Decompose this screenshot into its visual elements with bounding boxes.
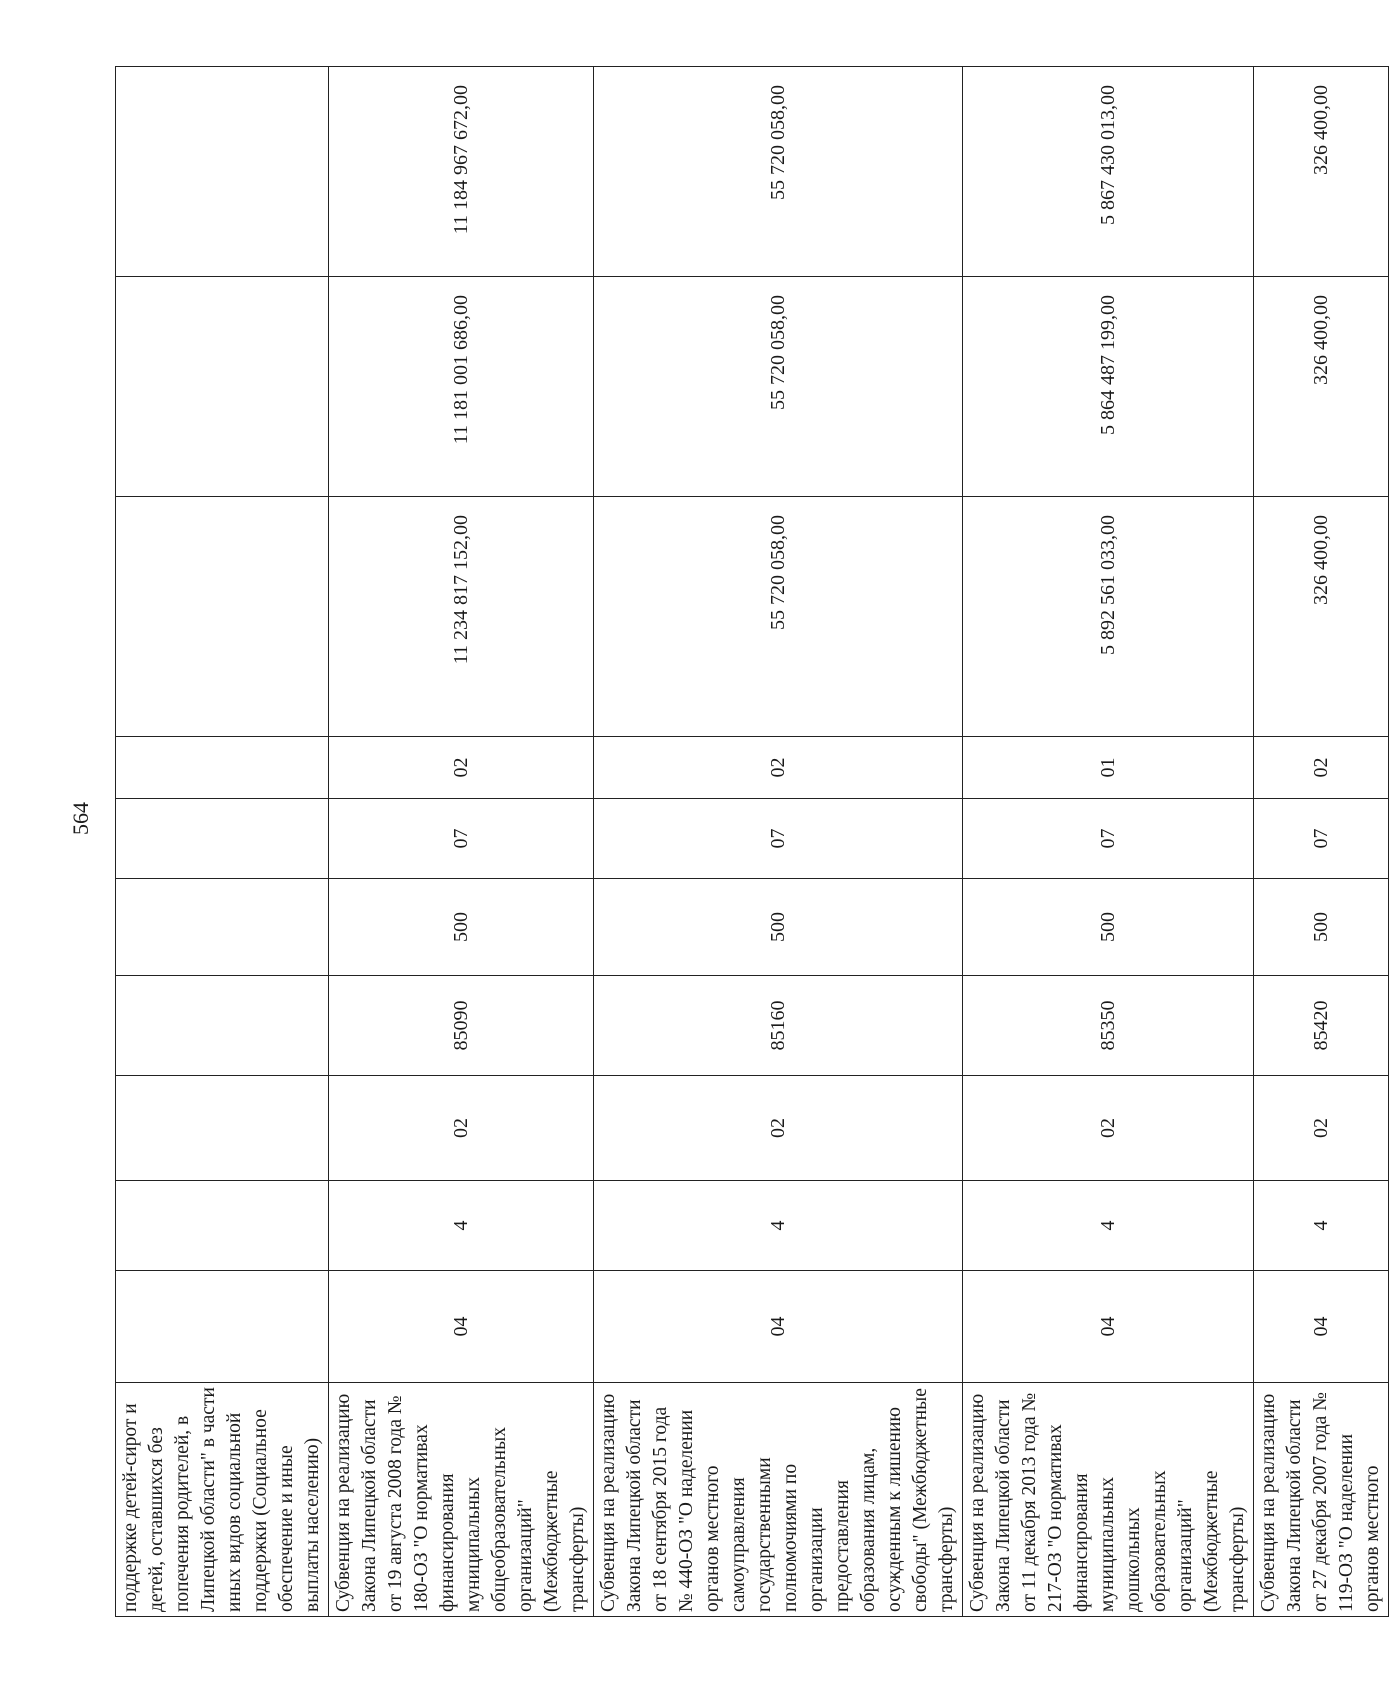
cell-amount-2: 326 400,00 <box>1254 277 1389 497</box>
cell-code-6: 07 <box>1254 799 1389 879</box>
cell-amount-2 <box>116 277 329 497</box>
cell-code-1: 04 <box>963 1271 1254 1383</box>
cell-code-1: 04 <box>329 1271 594 1383</box>
cell-amount-3: 326 400,00 <box>1254 67 1389 277</box>
cell-code-6: 07 <box>594 799 963 879</box>
cell-amount-1: 5 892 561 033,00 <box>963 497 1254 737</box>
cell-code-4: 85420 <box>1254 976 1389 1076</box>
row-description: Субвенция на реализацию Закона Липецкой области от 18 сентября 2015 года № 440-ОЗ "О наделении органов местного самоуправления государственными полномочиями по организации предоставления образования лицам, осужденным к лишению свободы" (Межбюджетные трансферты) <box>594 1383 963 1617</box>
cell-code-1: 04 <box>594 1271 963 1383</box>
cell-amount-1 <box>116 497 329 737</box>
table-row <box>1254 67 1389 1617</box>
cell-amount-3 <box>116 67 329 277</box>
cell-code-1: 04 <box>1254 1271 1389 1383</box>
cell-code-6: 07 <box>329 799 594 879</box>
cell-code-3: 02 <box>1254 1076 1389 1181</box>
row-description: поддержке детей-сирот и детей, оставшихся без попечения родителей, в Липецкой области" в части иных видов социальной поддержки (Социальное обеспечение и иные выплаты населению) <box>116 1383 329 1617</box>
cell-code-4: 85350 <box>963 976 1254 1076</box>
cell-code-3: 02 <box>963 1076 1254 1181</box>
cell-code-2: 4 <box>963 1181 1254 1271</box>
cell-amount-3: 55 720 058,00 <box>594 67 963 277</box>
cell-code-5 <box>116 879 329 976</box>
cell-code-1 <box>116 1271 329 1383</box>
cell-code-5: 500 <box>1254 879 1389 976</box>
cell-code-6 <box>116 799 329 879</box>
table-row <box>594 67 963 1617</box>
cell-code-5: 500 <box>329 879 594 976</box>
cell-code-7: 01 <box>963 737 1254 799</box>
cell-code-4: 85090 <box>329 976 594 1076</box>
budget-table <box>115 66 1389 1617</box>
cell-amount-3: 5 867 430 013,00 <box>963 67 1254 277</box>
cell-code-3: 02 <box>594 1076 963 1181</box>
row-description: Субвенция на реализацию Закона Липецкой области от 11 декабря 2013 года № 217-ОЗ "О нормативах финансирования муниципальных дошкольных образовательных организаций" (Межбюджетные трансферты) <box>963 1383 1254 1617</box>
cell-code-7: 02 <box>594 737 963 799</box>
cell-amount-1: 326 400,00 <box>1254 497 1389 737</box>
cell-amount-3: 11 184 967 672,00 <box>329 67 594 277</box>
row-description: Субвенция на реализацию Закона Липецкой области от 19 августа 2008 года № 180-ОЗ "О нормативах финансирования муниципальных общеобразовательных организаций" (Межбюджетные трансферты) <box>329 1383 594 1617</box>
cell-code-2: 4 <box>329 1181 594 1271</box>
cell-code-4: 85160 <box>594 976 963 1076</box>
cell-code-6: 07 <box>963 799 1254 879</box>
table-row <box>963 67 1254 1617</box>
cell-amount-2: 5 864 487 199,00 <box>963 277 1254 497</box>
cell-code-3: 02 <box>329 1076 594 1181</box>
table-row <box>116 67 329 1617</box>
cell-amount-2: 11 181 001 686,00 <box>329 277 594 497</box>
cell-amount-1: 11 234 817 152,00 <box>329 497 594 737</box>
cell-code-7: 02 <box>1254 737 1389 799</box>
row-description: Субвенция на реализацию Закона Липецкой области от 27 декабря 2007 года № 119-ОЗ "О наделении органов местного <box>1254 1383 1389 1617</box>
cell-code-3 <box>116 1076 329 1181</box>
rotated-table-wrapper <box>115 67 1383 1617</box>
cell-code-2 <box>116 1181 329 1271</box>
table-row <box>329 67 594 1617</box>
cell-code-2: 4 <box>1254 1181 1389 1271</box>
cell-code-2: 4 <box>594 1181 963 1271</box>
cell-code-7 <box>116 737 329 799</box>
cell-code-5: 500 <box>963 879 1254 976</box>
cell-amount-1: 55 720 058,00 <box>594 497 963 737</box>
cell-code-7: 02 <box>329 737 594 799</box>
cell-code-4 <box>116 976 329 1076</box>
cell-amount-2: 55 720 058,00 <box>594 277 963 497</box>
page-number: 564 <box>68 802 93 835</box>
cell-code-5: 500 <box>594 879 963 976</box>
